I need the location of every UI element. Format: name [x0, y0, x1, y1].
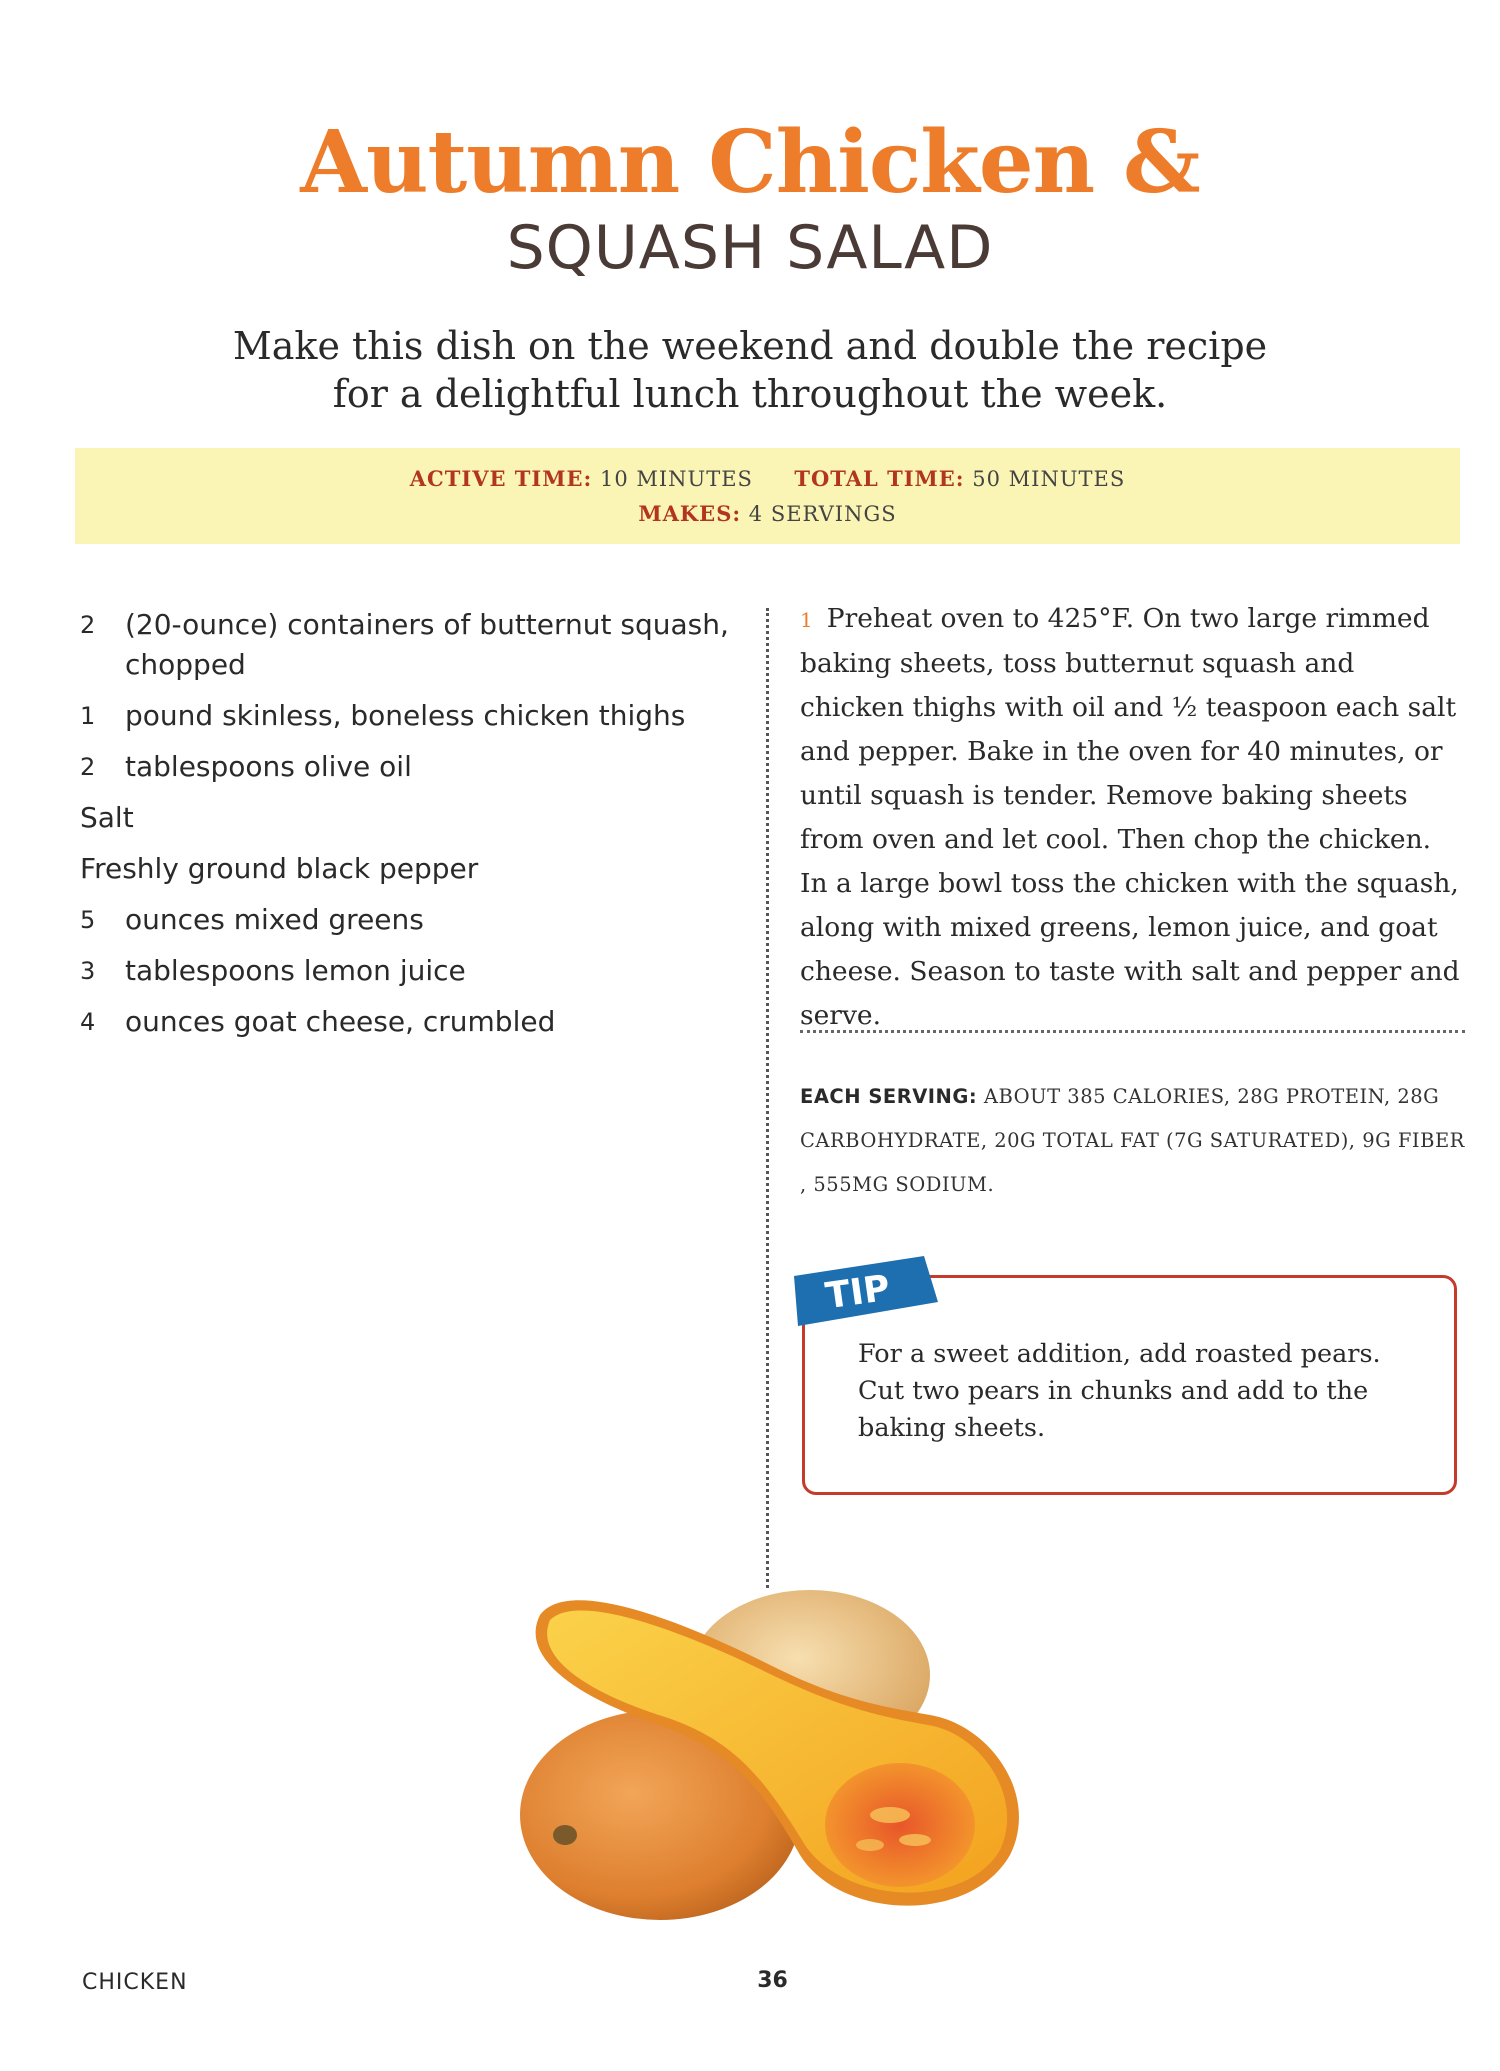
active-time-value: 10 MINUTES [599, 467, 753, 491]
active-time-label: ACTIVE TIME: [409, 466, 593, 491]
recipe-title: Autumn Chicken & [300, 112, 1200, 213]
ingredient-item [80, 798, 730, 838]
ingredient-item [80, 747, 730, 787]
nutrition-text: ABOUT 385 CALORIES, 28G PROTEIN, 28G CARBOHYDRATE, 20G TOTAL FAT (7G SATURATED), 9G FIBER , 555MG SODIUM. [800, 1085, 1465, 1196]
ingredient-item [80, 900, 730, 940]
tip-text: For a sweet addition, add roasted pears. Cut two pears in chunks and add to the baking sheets. [858, 1339, 1381, 1443]
recipe-subtitle: SQUASH SALAD [506, 213, 994, 283]
nutrition-info [800, 1075, 1470, 1207]
recipe-intro [0, 322, 1500, 418]
page-number: 36 [757, 1968, 788, 1993]
directions-text [800, 597, 1460, 1038]
ingredient-text: ounces mixed greens [125, 903, 424, 936]
ingredient-qty: 5 [80, 906, 96, 934]
ingredient-qty: 2 [80, 611, 96, 639]
makes-value: 4 SERVINGS [748, 502, 897, 526]
ingredient-text: Salt [80, 801, 134, 834]
total-time-value: 50 MINUTES [972, 467, 1126, 491]
ingredient-text: ounces goat cheese, crumbled [125, 1005, 556, 1038]
section-divider [800, 1030, 1465, 1033]
intro-line-1: Make this dish on the weekend and double the recipe [232, 324, 1268, 368]
tip-label: TIP [823, 1267, 893, 1318]
ingredient-text: pound skinless, boneless chicken thighs [125, 699, 686, 732]
step-text: Preheat oven to 425°F. On two large rimmed baking sheets, toss butternut squash and chicken thighs with oil and ½ teaspoon each salt and pepper. Bake in the oven for 40 minutes, or until squash is tender. Remove baking sheets from oven and let cool. Then chop the chicken. In a large bowl toss the chicken with the squash, along with mixed greens, lemon juice, and goat cheese. Season to taste with salt and pepper and serve. [800, 603, 1460, 1031]
ingredients-list [80, 605, 730, 1053]
total-time-label: TOTAL TIME: [794, 466, 965, 491]
nutrition-label: EACH SERVING: [800, 1085, 978, 1108]
ingredient-text: (20-ounce) containers of butternut squash, chopped [125, 608, 729, 681]
ingredient-item [80, 1002, 730, 1042]
ingredient-item [80, 849, 730, 889]
ingredient-qty: 4 [80, 1008, 96, 1036]
ingredient-item [80, 951, 730, 991]
makes-label: MAKES: [638, 501, 742, 526]
ingredient-item [80, 696, 730, 736]
intro-line-2: for a delightful lunch throughout the week. [332, 372, 1168, 416]
ingredient-qty: 1 [80, 702, 96, 730]
ingredient-text: Freshly ground black pepper [80, 852, 479, 885]
ingredient-text: tablespoons lemon juice [125, 954, 466, 987]
ingredient-text: tablespoons olive oil [125, 750, 412, 783]
ingredient-qty: 2 [80, 753, 96, 781]
column-divider [766, 608, 769, 1588]
butternut-squash-image [510, 1575, 1030, 1945]
tip-flag [790, 1254, 940, 1330]
section-name: CHICKEN [82, 1970, 188, 1995]
time-info-bar [75, 448, 1460, 544]
ingredient-item [80, 605, 730, 685]
ingredient-qty: 3 [80, 957, 96, 985]
step-number: 1 [800, 608, 813, 632]
